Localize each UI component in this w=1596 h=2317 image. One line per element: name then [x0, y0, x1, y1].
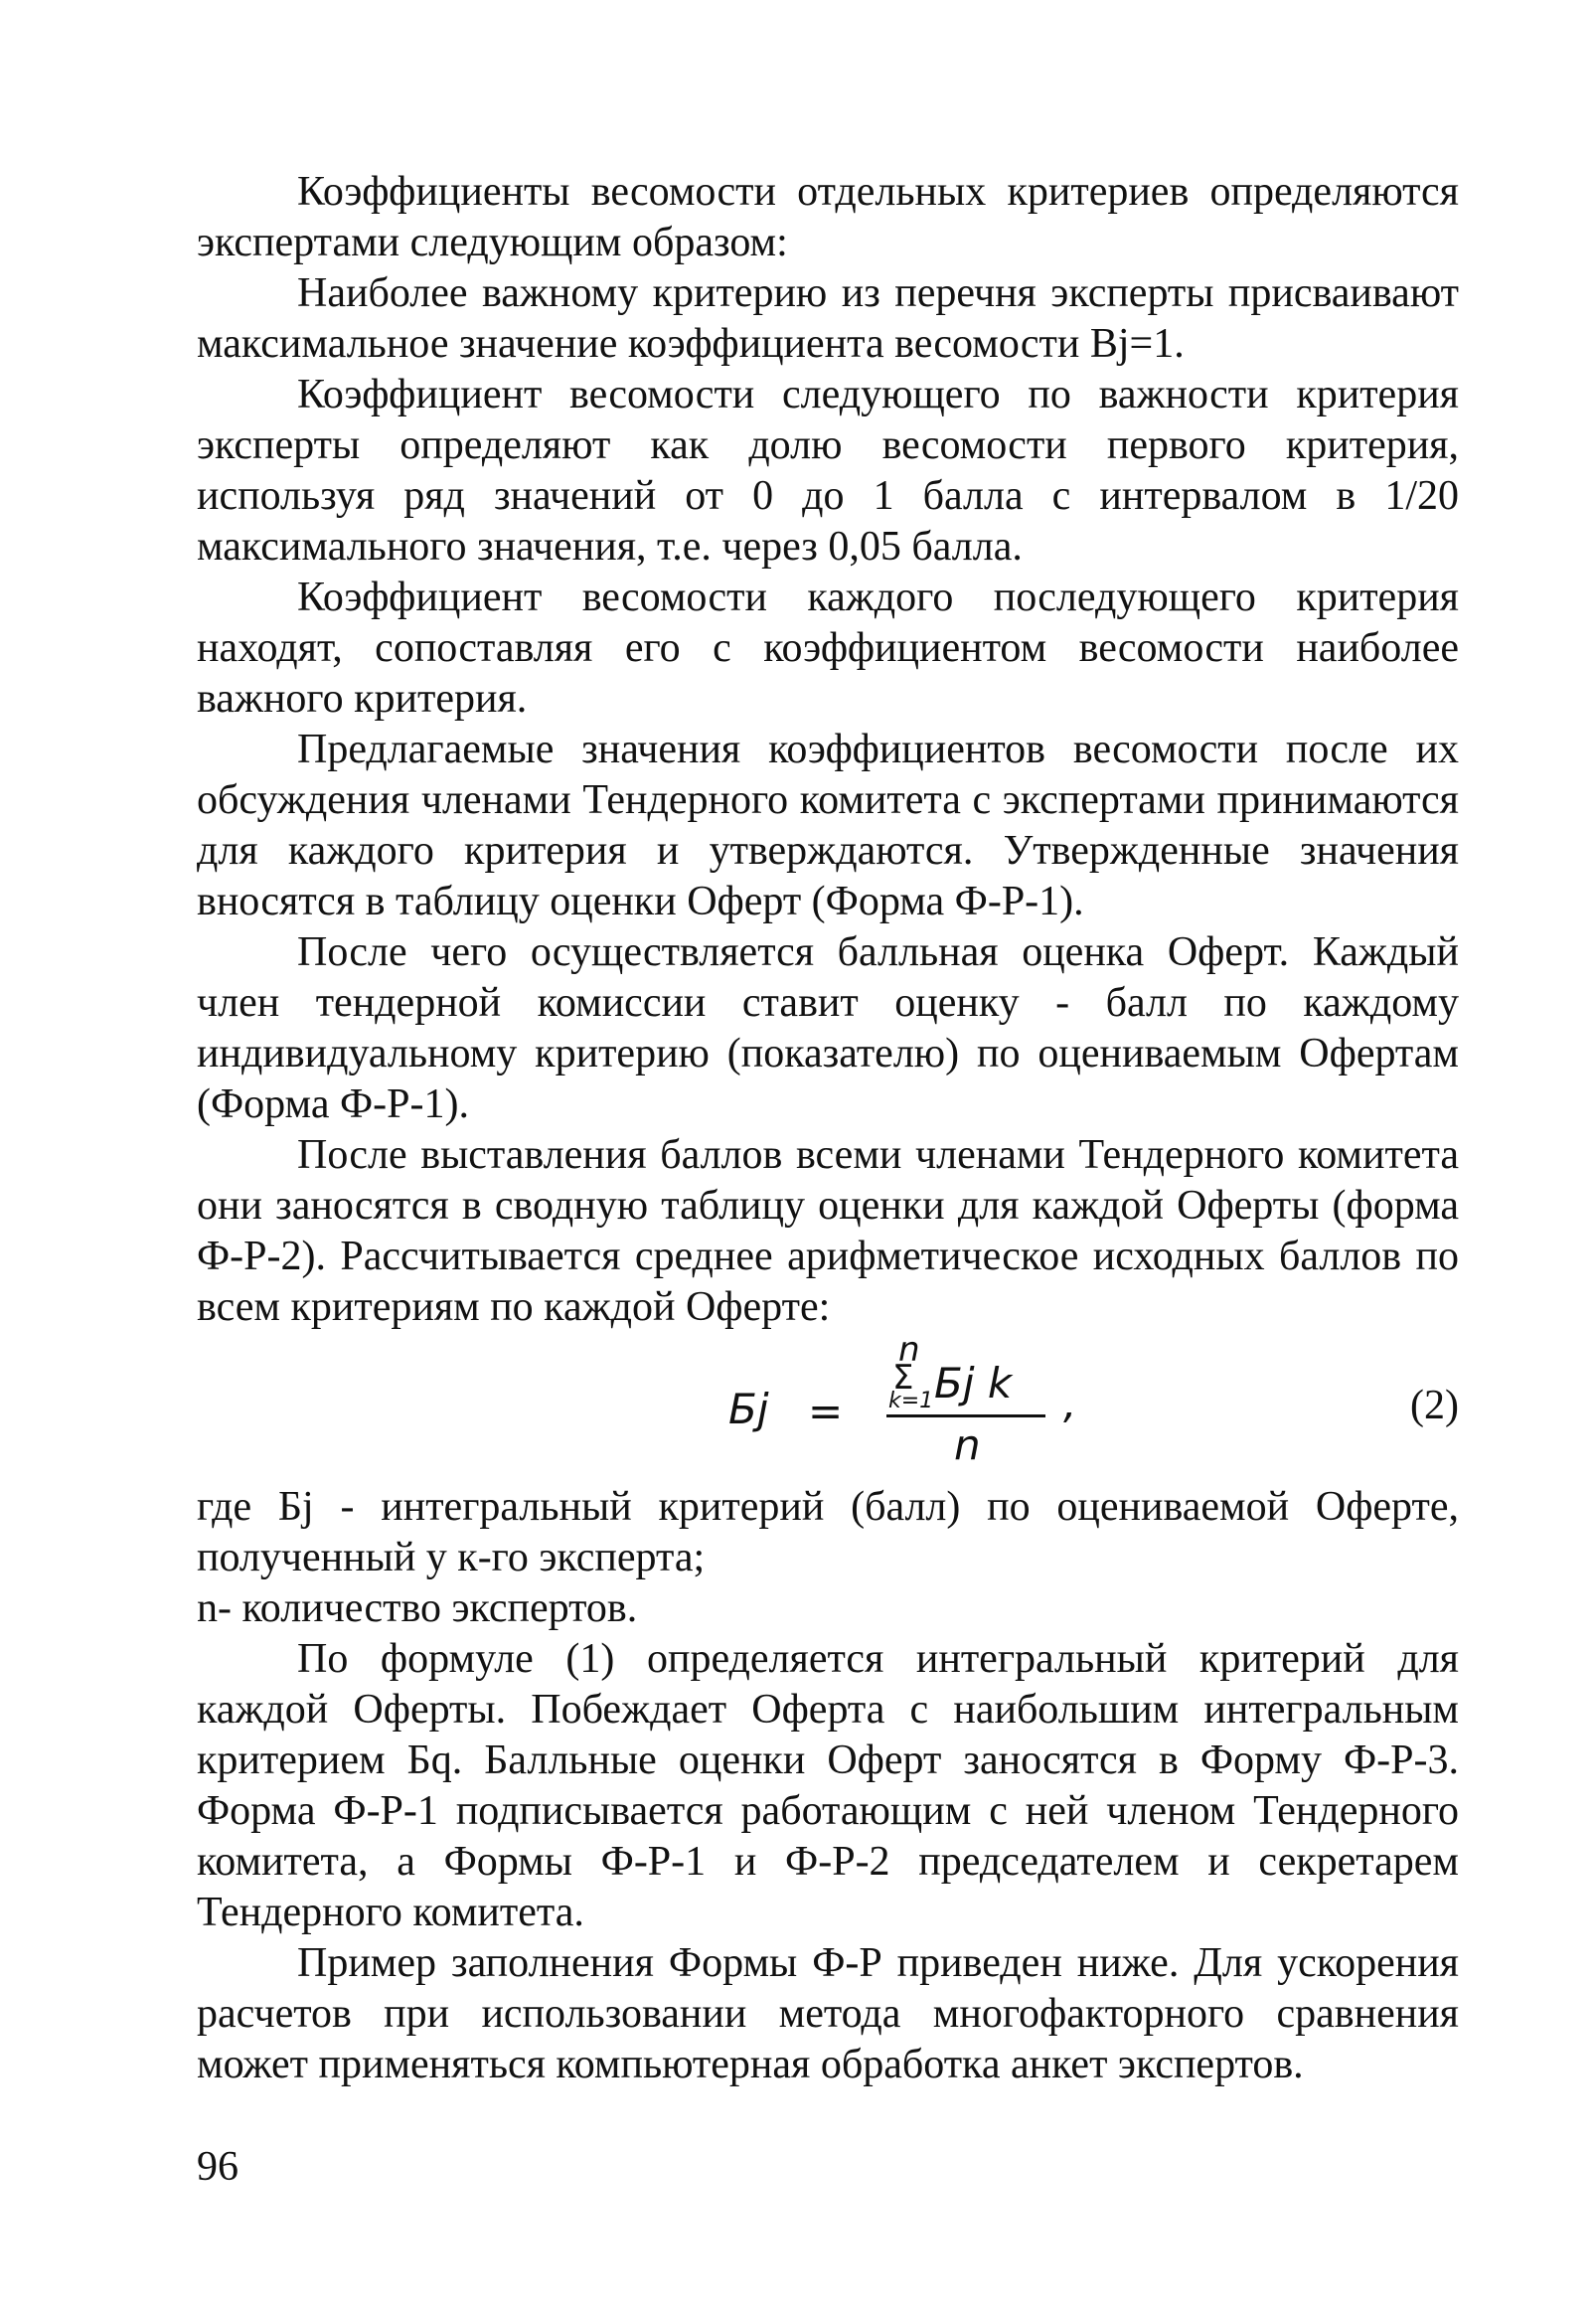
formula-summand: Бj k [934, 1359, 1013, 1407]
paragraph-most-important: Наиболее важному критерию из перечня эксперты присваивают максимальное значение коэффициента весомости Bj=1. [197, 270, 1459, 367]
paragraph-n-experts: n- количество экспертов. [197, 1585, 638, 1631]
page-number: 96 [197, 2144, 239, 2190]
formula-sum-symbol: Σ [892, 1358, 914, 1398]
paragraph-example: Пример заполнения Формы Ф-Р приведен ниже. Для ускорения расчетов при использовании метода многофакторного сравнения может применяться компьютерная обработка анкет экспертов. [197, 1940, 1459, 2087]
paragraph-each-subsequent: Коэффициент весомости каждого последующего критерия находят, сопоставляя его с коэффициентом весомости наиболее важного критерия. [197, 575, 1459, 722]
main-text-top [197, 167, 1459, 2090]
formula-block [197, 1330, 1459, 1482]
formula-lhs: Бj [728, 1385, 769, 1433]
paragraph-formula-one: По формуле (1) определяется интегральный критерий для каждой Оферты. Побеждает Оферта с наибольшим интегральным критерием Бq. Балльные оценки Оферт заносятся в Форму Ф-Р-3. Форма Ф-Р-1 подписывается работающим с ней членом Тендерного комитета, а Формы Ф-Р-1 и Ф-Р-2 председателем и секретарем Тендерного комитета. [197, 1636, 1459, 1935]
paragraph-after-scoring: После выставления баллов всеми членами Тендерного комитета они заносятся в сводную таблицу оценки для каждой Оферты (форма Ф-Р-2). Рассчитывается среднее арифметическое исходных баллов по всем критериям по каждой Оферте: [197, 1132, 1459, 1330]
formula-equals: = [808, 1387, 844, 1435]
paragraph-next-criterion: Коэффициент весомости следующего по важности критерия эксперты определяют как долю весомости первого критерия, используя ряд значений от 0 до 1 балла с интервалом в 1/20 максимального значения, т.е. через 0,05 балла. [197, 372, 1459, 570]
formula-denominator: n [954, 1420, 981, 1469]
paragraph-where-bj: где Бj - интегральный критерий (балл) по оцениваемой Оферте, полученный у к-го эксперта; [197, 1484, 1459, 1580]
paragraph-point-scoring: После чего осуществляется балльная оценка Оферт. Каждый член тендерной комиссии ставит оценку - балл по каждому индивидуальному критерию (показателю) по оцениваемым Офертам (Форма Ф-Р-1). [197, 929, 1459, 1127]
paragraph-proposed-values: Предлагаемые значения коэффициентов весомости после их обсуждения членами Тендерного комитета с экспертами принимаются для каждого критерия и утверждаются. Утвержденные значения вносятся в таблицу оценки Оферт (Форма Ф-Р-1). [197, 727, 1459, 924]
formula-lower-limit: k=1 [888, 1389, 934, 1413]
formula-number: (2) [1410, 1383, 1459, 1428]
formula-fraction-bar [886, 1414, 1045, 1417]
formula-comma: , [1063, 1379, 1077, 1427]
paragraph-weights-intro: Коэффициенты весомости отдельных критериев определяются экспертами следующим образом: [197, 169, 1459, 265]
formula-average-score [197, 1330, 1459, 1482]
formula-upper-limit: n [898, 1330, 920, 1370]
